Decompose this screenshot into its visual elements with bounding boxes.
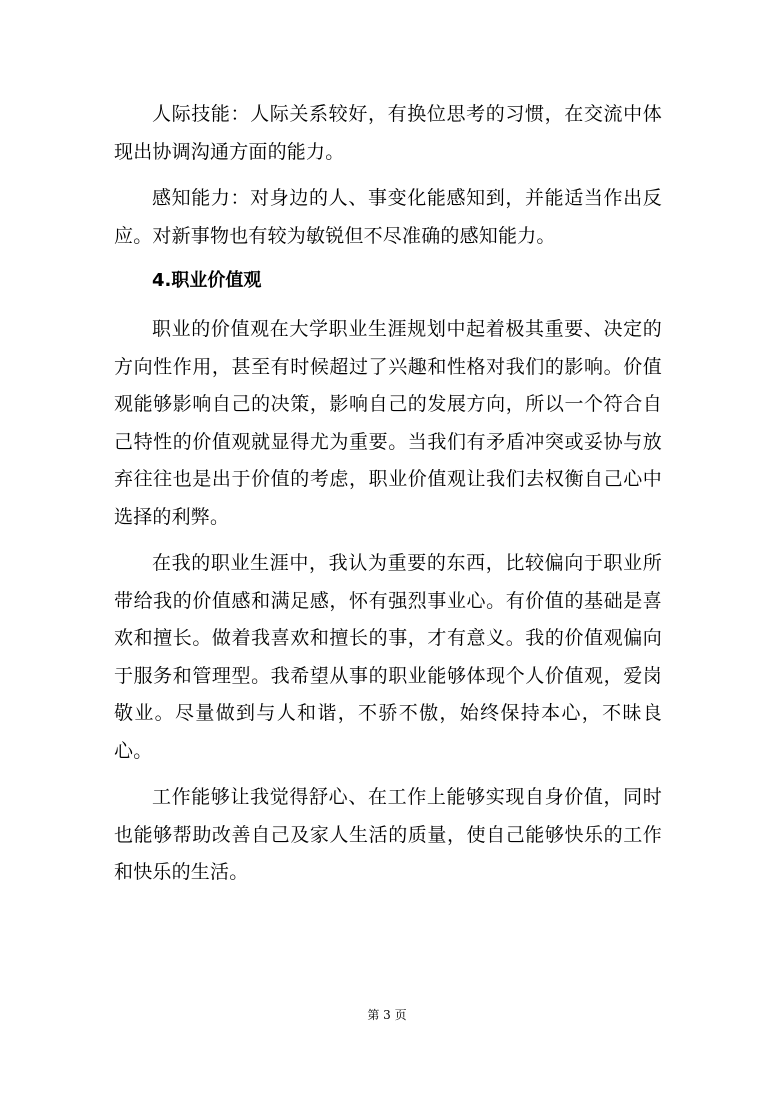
paragraph-work-goal: 工作能够让我觉得舒心、在工作上能够实现自身价值，同时也能够帮助改善自己及家人生活的质量，使自己能够快乐的工作和快乐的生活。 [114,786,662,883]
paragraph-perception-ability: 感知能力：对身边的人、事变化能感知到，并能适当作出反应。对新事物也有较为敏锐但不尽准确的感知能力。 [114,187,662,247]
page-number: 第 3 页 [367,1008,407,1022]
section-heading: 4.职业价值观 [152,270,262,291]
page-content [114,96,662,901]
paragraph-values-intro: 职业的价值观在大学职业生涯规划中起着极其重要、决定的方向性作用，甚至有时候超过了兴趣和性格对我们的影响。价值观能够影响自己的决策，影响自己的发展方向，所以一个符合自己特性的价值观就显得尤为重要。当我们有矛盾冲突或妥协与放弃往往也是出于价值的考虑，职业价值观让我们去权衡自己心中选择的利弊。 [114,318,662,528]
paragraph-interpersonal-skills: 人际技能：人际关系较好，有换位思考的习惯，在交流中体现出协调沟通方面的能力。 [114,103,662,163]
paragraph-my-values: 在我的职业生涯中，我认为重要的东西，比较偏向于职业所带给我的价值感和满足感，怀有强烈事业心。有价值的基础是喜欢和擅长。做着我喜欢和擅长的事，才有意义。我的价值观偏向于服务和管理型。我希望从事的职业能够体现个人价值观，爱岗敬业。尽量做到与人和谐，不骄不傲，始终保持本心，不昧良心。 [114,552,662,762]
